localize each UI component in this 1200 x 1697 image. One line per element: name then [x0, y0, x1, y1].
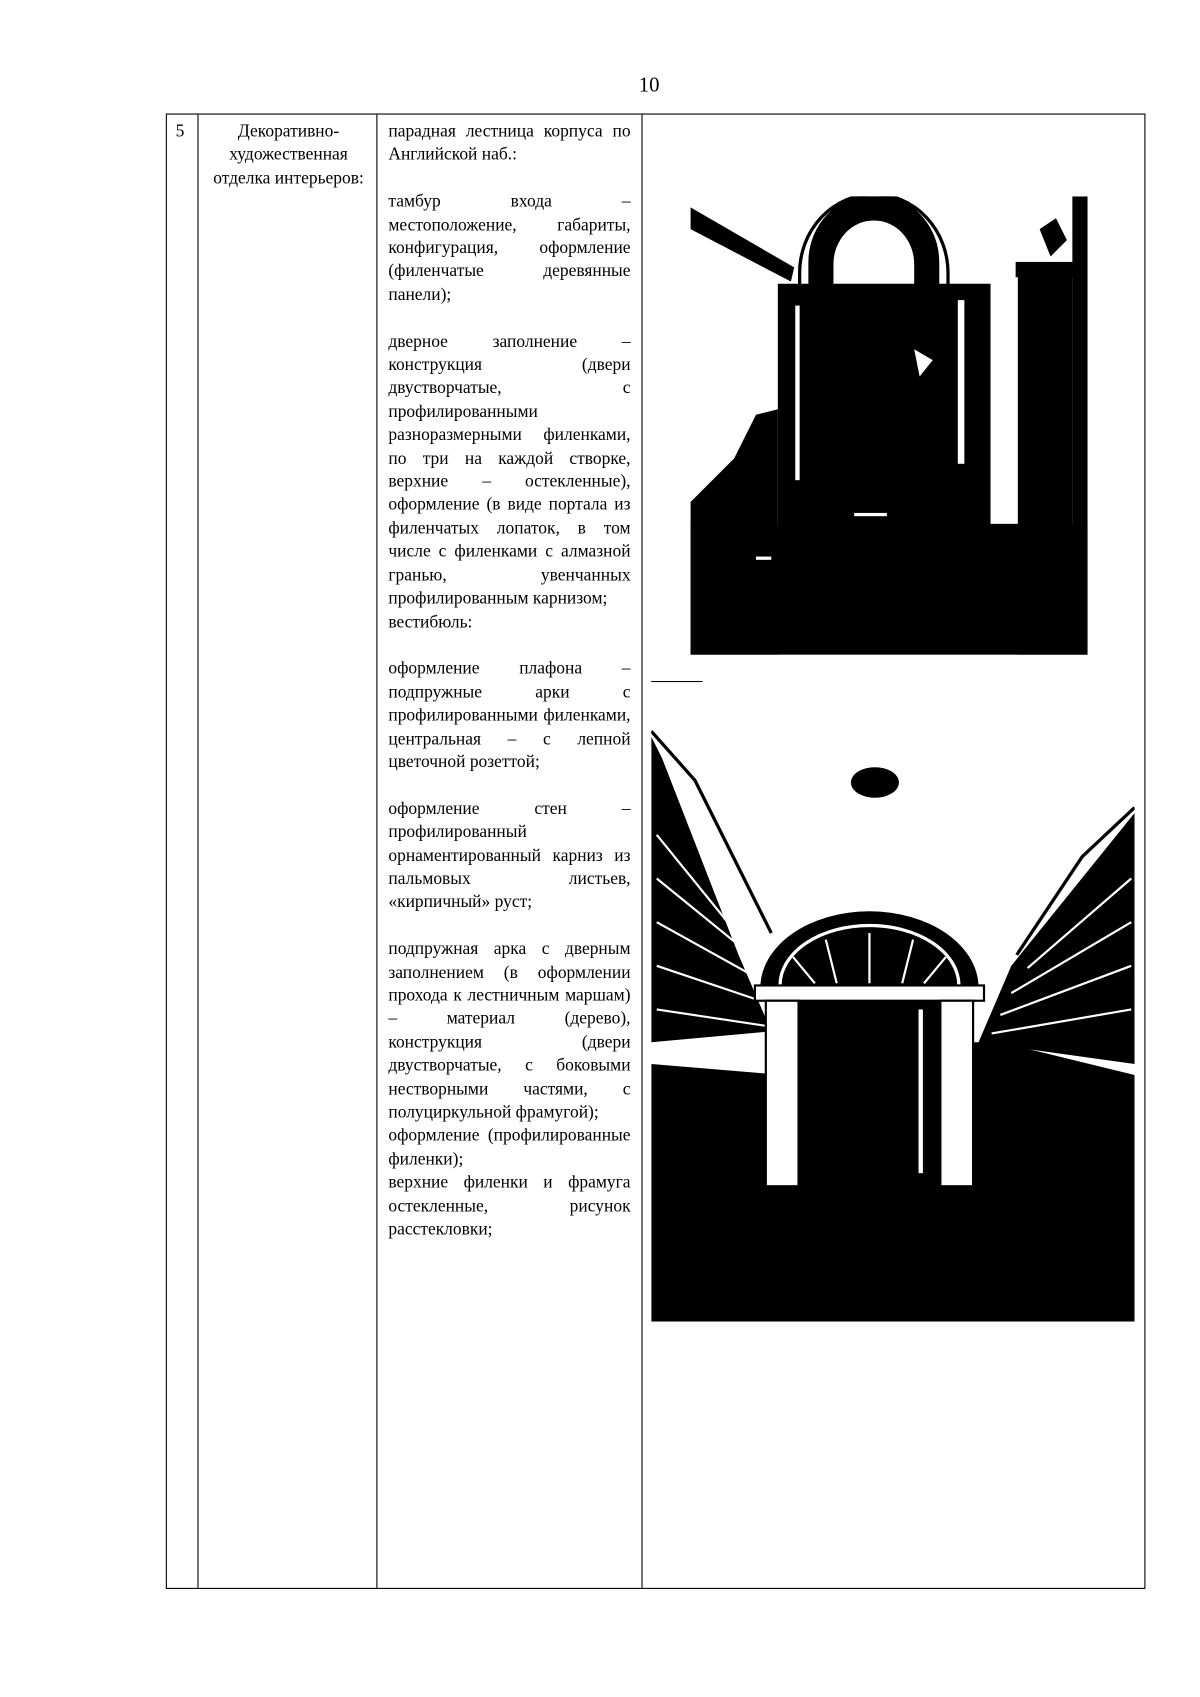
description-paragraph: тамбур входа – местоположение, габариты, конфигурация, оформление (филенчатые деревянные панели);	[388, 192, 631, 305]
description-paragraph: парадная лестница корпуса по Английской наб.:	[388, 122, 631, 165]
element-description	[388, 120, 630, 1241]
description-paragraph: дверное заполнение – конструкция (двери двустворчатые, с профилированными разноразмерными филенками, по три на каждой створке, верхние – остекленные), оформление (в виде портала из филенчатых лопаток, в том числе с филенками с алмазной гранью, увенчанных профилированным карнизом;	[388, 332, 631, 608]
column-divider	[376, 115, 377, 1588]
element-name: Декоративно-художественная отделка интерьеров:	[213, 122, 364, 188]
row-number: 5	[175, 122, 185, 141]
description-paragraph: оформление (профилированные филенки);	[388, 1126, 631, 1169]
entrance-door-photo	[691, 196, 1088, 654]
page-number: 10	[638, 74, 660, 98]
description-paragraph: подпружная арка с дверным заполнением (в оформлении прохода к лестничным маршам) – материал (дерево), конструкция (двери двустворчатые, с боковыми нестворными частями, с полуциркульной фрамугой);	[388, 939, 631, 1122]
description-paragraph: оформление стен – профилированный орнаментированный карниз из пальмовых листьев, «кирпичный» руст;	[388, 799, 631, 912]
separator-mark	[651, 681, 702, 682]
description-paragraph: оформление плафона – подпружные арки с профилированными филенками, центральная – с лепной цветочной розеттой;	[388, 659, 631, 772]
column-divider	[197, 115, 198, 1588]
description-paragraph: вестибюль:	[388, 612, 473, 632]
description-paragraph: верхние филенки и фрамуга остекленные, рисунок расстекловки;	[388, 1173, 631, 1239]
column-divider	[641, 115, 642, 1588]
vestibule-corridor-photo	[651, 715, 1134, 1322]
